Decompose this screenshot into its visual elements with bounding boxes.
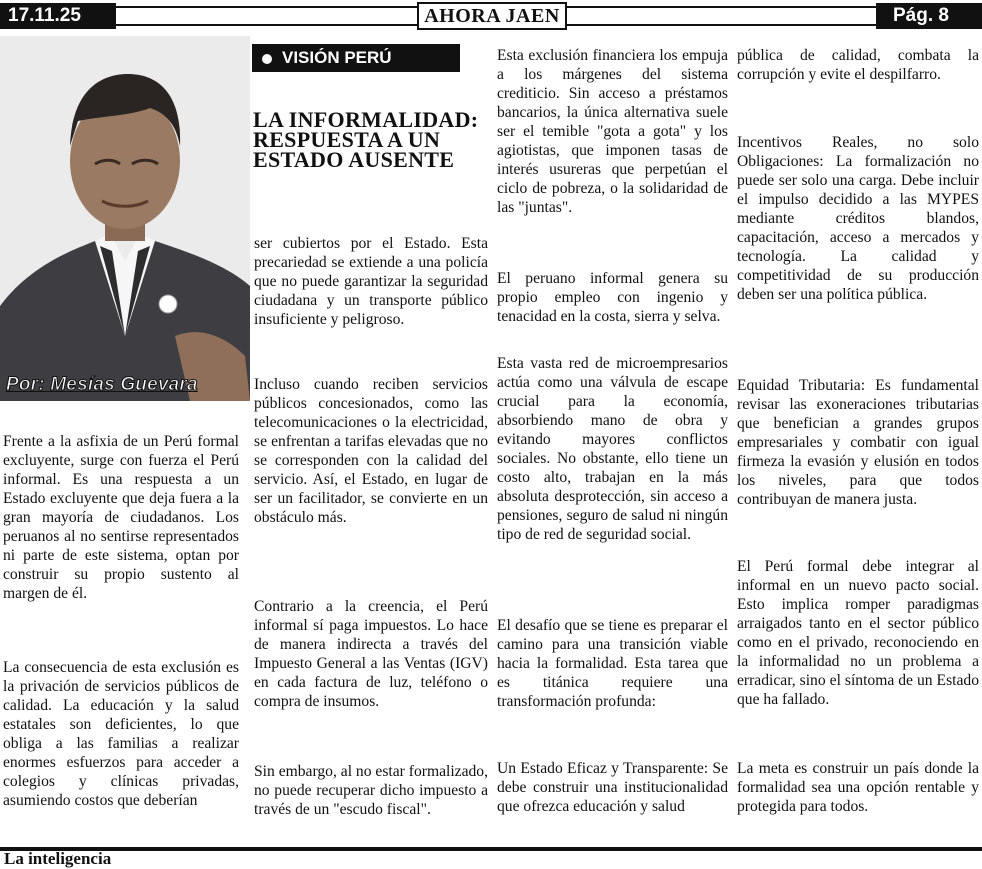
article-paragraph: Un Estado Eficaz y Transparente: Se debe construir una institucionalidad que ofrezca educación y salud [497, 760, 728, 815]
article-column-2 [254, 762, 488, 819]
article-column-1 [3, 432, 239, 603]
article-column-3 [497, 759, 728, 816]
author-portrait-image [0, 36, 250, 401]
article-paragraph: La consecuencia de esta exclusión es la privación de servicios públicos de calidad. La educación y la salud estatales son deficientes, lo que obliga a las familias a realizar enormes esfuerzos para acceder a colegios y clínicas privadas, asumiendo costos que deberían [3, 659, 239, 809]
article-column-1 [3, 658, 239, 810]
page-number: Pág. 8 [893, 5, 949, 26]
article-column-2 [254, 375, 488, 527]
article-column-3 [497, 616, 728, 711]
article-headline: LA INFORMALIDAD: RESPUESTA A UN ESTADO AUSENTE [253, 107, 479, 172]
article-paragraph: pública de calidad, combata la corrupción y evite el despilfarro. [737, 47, 979, 83]
next-article-heading: La inteligencia [4, 849, 112, 868]
page-divider [0, 847, 982, 851]
article-column-4 [737, 759, 979, 816]
issue-date: 17.11.25 [8, 5, 81, 26]
bullet-icon [262, 54, 272, 64]
article-paragraph: Sin embargo, al no estar formalizado, no puede recuperar dicho impuesto a través de un "escudo fiscal". [254, 763, 488, 818]
article-column-3 [497, 354, 728, 544]
article-paragraph: Equidad Tributaria: Es fundamental revisar las exoneraciones tributarias que benefician a grandes grupos empresariales y combatir con igual firmeza la evasión y elusión en todos los niveles, para que todos contribuyan de manera justa. [737, 377, 979, 508]
article-paragraph: Frente a la asfixia de un Perú formal excluyente, surge con fuerza el Perú informal. Es una respuesta a un Estado excluyente que deja fuera a la gran mayoría de ciudadanos. Los peruanos al no sentirse representados ni parte de este sistema, optan por construir su propio sustento al margen de él. [3, 433, 239, 602]
article-column-3 [497, 46, 728, 217]
article-paragraph: Esta exclusión financiera los empuja a los márgenes del sistema crediticio. Sin acceso a préstamos bancarios, la única alternativa suele ser el temible "gota a gota" y los agiotistas, que imponen tasas de interés usureras que perpetúan el ciclo de pobreza, o la solidaridad de las "juntas". [497, 47, 728, 216]
article-paragraph: El peruano informal genera su propio empleo con ingenio y tenacidad en la costa, sierra y selva. [497, 270, 728, 325]
article-paragraph: El desafío que se tiene es preparar el camino para una transición viable hacia la formalidad. Esta tarea que es titánica requiere una transformación profunda: [497, 617, 728, 710]
article-column-4 [737, 557, 979, 709]
article-paragraph: Contrario a la creencia, el Perú informal sí paga impuestos. Lo hace de manera indirecta a través del Impuesto General a las Ventas (IGV) en cada factura de luz, teléfono o compra de insumos. [254, 598, 488, 710]
article-paragraph: La meta es construir un país donde la formalidad sea una opción rentable y protegida para todos. [737, 760, 979, 815]
article-column-4 [737, 46, 979, 84]
article-column-4 [737, 376, 979, 509]
author-photo [0, 36, 250, 401]
article-column-3 [497, 269, 728, 326]
section-label: VISIÓN PERÚ [282, 48, 392, 67]
article-column-4 [737, 133, 979, 304]
article-paragraph: Esta vasta red de microempresarios actúa como una válvula de escape crucial para la economía, absorbiendo mano de obra y evitando mayores conflictos sociales. No obstante, ello tiene un costo alto, trabajan en la más absoluta desprotección, sin acceso a pensiones, seguro de salud ni ningún tipo de red de seguridad social. [497, 355, 728, 543]
newspaper-name: AHORA JAEN [417, 2, 567, 30]
article-column-2 [254, 597, 488, 711]
article-paragraph: ser cubiertos por el Estado. Esta precariedad se extiende a una policía que no puede garantizar la seguridad ciudadana y un transporte público insuficiente y peligroso. [254, 235, 488, 328]
author-byline: Por: Mesías Guevara [6, 374, 198, 395]
article-paragraph: El Perú formal debe integrar al informal en un nuevo pacto social. Esto implica romper paradigmas arraigados tanto en el sector público como en el privado, reconociendo en la informalidad no un problema a erradicar, sino el síntoma de un Estado que ha fallado. [737, 558, 979, 708]
article-paragraph: Incluso cuando reciben servicios públicos concesionados, como las telecomunicaciones o la electricidad, se enfrentan a tarifas elevadas que no se corresponden con la calidad del servicio. Así, el Estado, en lugar de ser un facilitador, se convierte en un obstáculo más. [254, 376, 488, 526]
article-column-2 [254, 234, 488, 329]
article-paragraph: Incentivos Reales, no solo Obligaciones: La formalización no puede ser solo una carga. Debe incluir el impulso decidido a las MYPES mediante créditos blandos, capacitación, acceso a mercados y tecnología. La calidad y competitividad de su producción deben ser una política pública. [737, 134, 979, 303]
